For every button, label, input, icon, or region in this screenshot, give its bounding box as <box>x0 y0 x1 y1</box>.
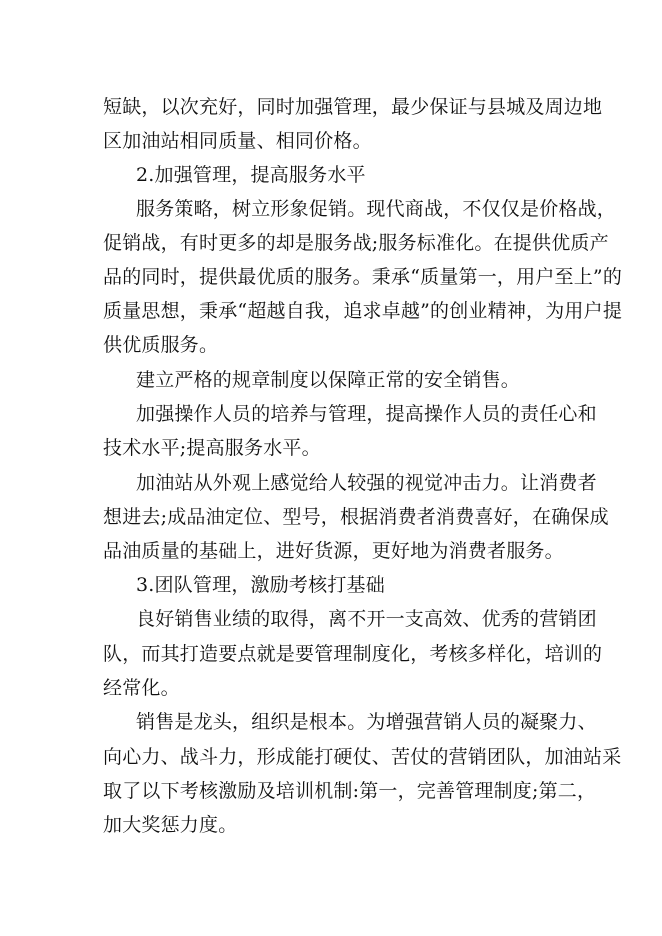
paragraph-line: 建立严格的规章制度以保障正常的安全销售。 <box>136 369 521 391</box>
paragraph-line: 加强操作人员的培养与管理，提高操作人员的责任心和 <box>136 403 597 425</box>
paragraph-line: 区加油站相同质量、相同价格。 <box>103 130 372 152</box>
paragraph-line: 经常化。 <box>103 677 180 699</box>
paragraph-line: 销售是龙头，组织是根本。为增强营销人员的凝聚力、 <box>136 711 597 733</box>
paragraph-line: 加油站从外观上感觉给人较强的视觉冲击力。让消费者 <box>136 472 597 494</box>
paragraph-line: 品油质量的基础上，进好货源，更好地为消费者服务。 <box>103 540 564 562</box>
paragraph-line: 想进去;成品油定位、型号，根据消费者消费喜好，在确保成 <box>103 506 609 528</box>
paragraph-line: 技术水平;提高服务水平。 <box>103 437 321 459</box>
paragraph-line: 队，而其打造要点就是要管理制度化，考核多样化，培训的 <box>103 643 603 665</box>
section-heading: 3.团队管理，激励考核打基础 <box>136 574 385 596</box>
paragraph-line: 服务策略，树立形象促销。现代商战，不仅仅是价格战， <box>136 198 617 220</box>
paragraph-line: 供优质服务。 <box>103 334 219 356</box>
paragraph-line: 向心力、战斗力，形成能打硬仗、苦仗的营销团队，加油站采 <box>103 746 622 768</box>
paragraph-line: 短缺，以次充好，同时加强管理，最少保证与县城及周边地 <box>103 96 603 118</box>
paragraph-line: 品的同时，提供最优质的服务。秉承“质量第一，用户至上”的 <box>103 266 623 288</box>
paragraph-line: 取了以下考核激励及培训机制:第一，完善管理制度;第二， <box>103 780 597 802</box>
paragraph-line: 促销战，有时更多的却是服务战;服务标准化。在提供优质产 <box>103 232 609 254</box>
paragraph-line: 良好销售业绩的取得，离不开一支高效、优秀的营销团 <box>136 608 597 630</box>
section-heading: 2.加强管理，提高服务水平 <box>136 164 366 186</box>
paragraph-line: 质量思想，秉承“超越自我，追求卓越”的创业精神，为用户提 <box>103 300 623 322</box>
paragraph-line: 加大奖惩力度。 <box>103 814 238 836</box>
